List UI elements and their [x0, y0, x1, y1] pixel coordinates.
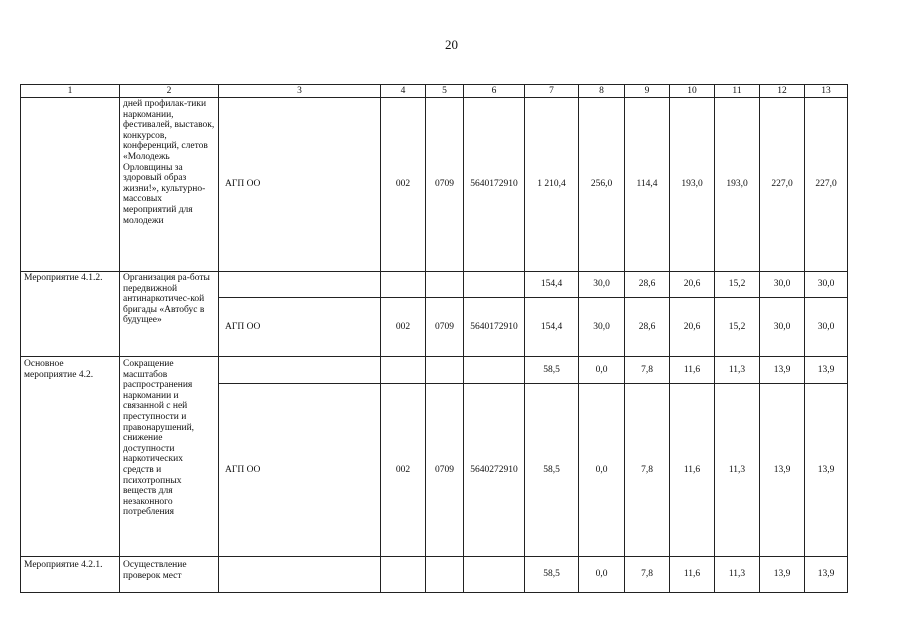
total-cell: 28,6 — [625, 272, 670, 298]
empty-cell — [381, 272, 426, 298]
value-cell: 5640272910 — [464, 384, 525, 557]
description-cell: Организация ра-боты передвижной антинаркотичес-кой бригады «Автобус в будущее» — [120, 272, 219, 357]
empty-cell — [219, 357, 381, 384]
value-cell: 13,9 — [805, 384, 848, 557]
header-cell: 4 — [381, 85, 426, 98]
value-cell: 13,9 — [760, 384, 805, 557]
total-cell: 154,4 — [525, 272, 579, 298]
header-cell: 9 — [625, 85, 670, 98]
measure-cell — [21, 98, 120, 272]
total-cell: 7,8 — [625, 357, 670, 384]
executor-cell: АГП ОО — [219, 384, 381, 557]
empty-cell — [219, 557, 381, 593]
value-cell: 30,0 — [805, 298, 848, 357]
total-cell: 7,8 — [625, 557, 670, 593]
value-cell: 193,0 — [670, 98, 715, 272]
value-cell: 227,0 — [760, 98, 805, 272]
header-cell: 5 — [426, 85, 464, 98]
total-cell: 11,6 — [670, 357, 715, 384]
empty-cell — [381, 357, 426, 384]
value-cell: 256,0 — [579, 98, 625, 272]
total-cell: 15,2 — [715, 272, 760, 298]
header-cell: 6 — [464, 85, 525, 98]
total-cell: 11,3 — [715, 357, 760, 384]
executor-cell: АГП ОО — [219, 298, 381, 357]
value-cell: 002 — [381, 298, 426, 357]
header-cell: 12 — [760, 85, 805, 98]
empty-cell — [464, 357, 525, 384]
empty-cell — [426, 357, 464, 384]
total-cell: 58,5 — [525, 557, 579, 593]
header-cell: 8 — [579, 85, 625, 98]
value-cell: 5640172910 — [464, 98, 525, 272]
table-row — [21, 98, 848, 272]
value-cell: 002 — [381, 384, 426, 557]
empty-cell — [426, 557, 464, 593]
measure-cell: Основное мероприятие 4.2. — [21, 357, 120, 557]
description-cell: дней профилак-тики наркомании, фестивалей, выставок, конкурсов, конференций, слетов «Молодежь Орловщины за здоровый образ жизни!», культурно-массовых мероприятий для молодежи — [120, 98, 219, 272]
value-cell: 0,0 — [579, 384, 625, 557]
value-cell: 0709 — [426, 298, 464, 357]
header-cell: 7 — [525, 85, 579, 98]
empty-cell — [381, 557, 426, 593]
value-cell: 0709 — [426, 98, 464, 272]
value-cell: 193,0 — [715, 98, 760, 272]
table-row — [21, 272, 848, 298]
value-cell: 11,6 — [670, 384, 715, 557]
value-cell: 5640172910 — [464, 298, 525, 357]
total-cell: 30,0 — [579, 272, 625, 298]
total-cell: 0,0 — [579, 557, 625, 593]
executor-cell: АГП ОО — [219, 98, 381, 272]
value-cell: 114,4 — [625, 98, 670, 272]
total-cell: 20,6 — [670, 272, 715, 298]
empty-cell — [219, 272, 381, 298]
table-row — [21, 557, 848, 593]
table-header-row — [21, 85, 848, 98]
header-cell: 3 — [219, 85, 381, 98]
description-cell: Сокращение масштабов распространения наркомании и связанной с ней преступности и правонарушений, снижение доступности наркотических средств и психотропных веществ для незаконного потребления — [120, 357, 219, 557]
empty-cell — [464, 557, 525, 593]
total-cell: 0,0 — [579, 357, 625, 384]
value-cell: 002 — [381, 98, 426, 272]
value-cell: 11,3 — [715, 384, 760, 557]
value-cell: 7,8 — [625, 384, 670, 557]
header-cell: 11 — [715, 85, 760, 98]
header-cell: 13 — [805, 85, 848, 98]
value-cell: 227,0 — [805, 98, 848, 272]
header-cell: 2 — [120, 85, 219, 98]
total-cell: 30,0 — [805, 272, 848, 298]
description-cell: Осуществление проверок мест — [120, 557, 219, 593]
total-cell: 13,9 — [760, 557, 805, 593]
total-cell: 30,0 — [760, 272, 805, 298]
empty-cell — [464, 272, 525, 298]
empty-cell — [426, 272, 464, 298]
header-cell: 10 — [670, 85, 715, 98]
value-cell: 30,0 — [760, 298, 805, 357]
value-cell: 0709 — [426, 384, 464, 557]
measure-cell: Мероприятие 4.1.2. — [21, 272, 120, 357]
value-cell: 154,4 — [525, 298, 579, 357]
value-cell: 1 210,4 — [525, 98, 579, 272]
value-cell: 28,6 — [625, 298, 670, 357]
total-cell: 11,3 — [715, 557, 760, 593]
total-cell: 58,5 — [525, 357, 579, 384]
header-cell: 1 — [21, 85, 120, 98]
total-cell: 13,9 — [805, 357, 848, 384]
value-cell: 30,0 — [579, 298, 625, 357]
table-row — [21, 357, 848, 384]
total-cell: 13,9 — [805, 557, 848, 593]
total-cell: 13,9 — [760, 357, 805, 384]
total-cell: 11,6 — [670, 557, 715, 593]
measure-cell: Мероприятие 4.2.1. — [21, 557, 120, 593]
budget-table — [20, 84, 848, 593]
page-number: 20 — [445, 37, 458, 52]
value-cell: 20,6 — [670, 298, 715, 357]
value-cell: 15,2 — [715, 298, 760, 357]
value-cell: 58,5 — [525, 384, 579, 557]
